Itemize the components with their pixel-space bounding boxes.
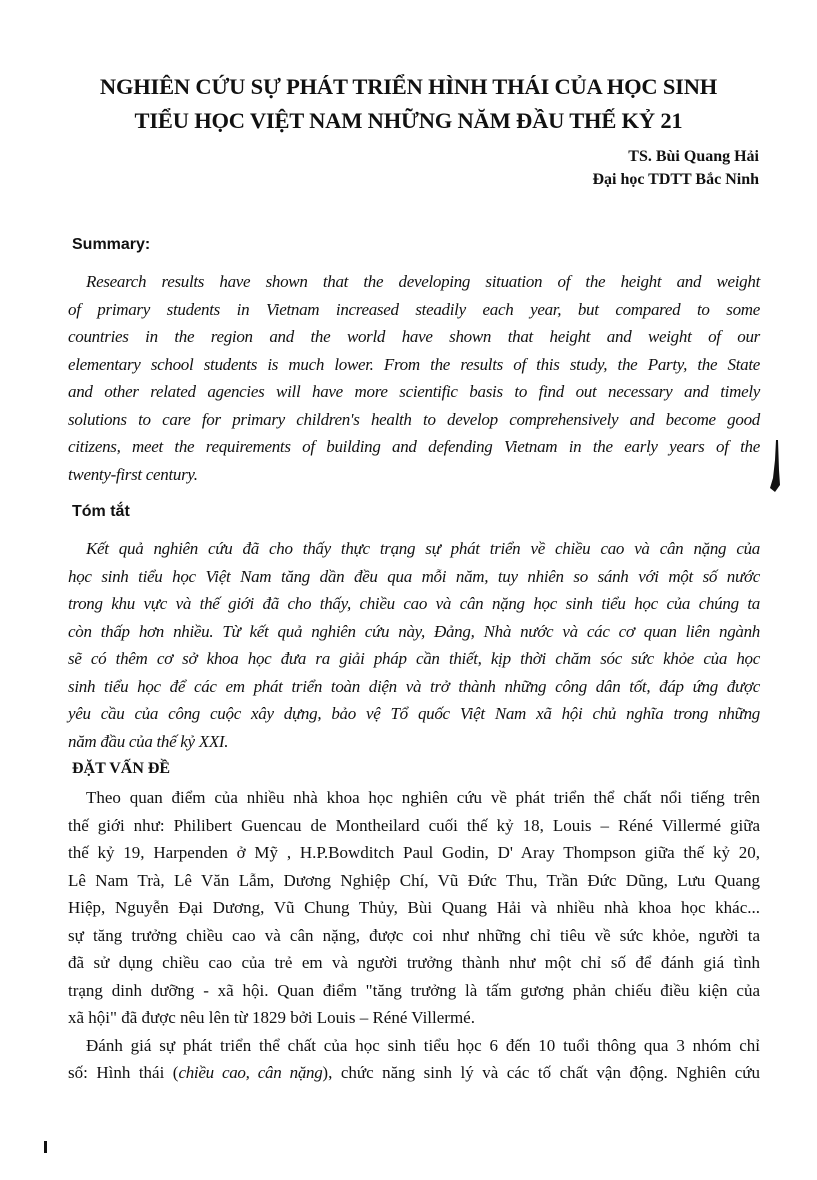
body-line: thế kỷ 19, Harpenden ở Mỹ , H.P.Bowditch Paul Godin, D' Aray Thompson giữa thế kỷ 20,	[68, 843, 760, 862]
tom-tat-line: trong khu vực và thế giới đã cho thấy, chiều cao và cân nặng học sinh tiểu học của chúng ta	[68, 594, 760, 613]
tom-tat-line: sinh tiểu học để các em phát triển toàn diện và trở thành những công dân tốt, đáp ứng được	[68, 676, 760, 696]
summary-line: countries in the region and the world have shown that height and weight of our	[68, 327, 760, 346]
summary-line: Research results have shown that the developing situation of the height and weight	[86, 272, 760, 291]
summary-line: citizens, meet the requirements of building and defending Vietnam in the early years of the	[68, 437, 760, 456]
author-affiliation: Đại học TDTT Bắc Ninh	[592, 171, 759, 188]
body-line: Theo quan điểm của nhiều nhà khoa học nghiên cứu về phát triển thể chất nổi tiếng trên	[86, 788, 760, 807]
paper-title-line-1: NGHIÊN CỨU SỰ PHÁT TRIỂN HÌNH THÁI CỦA HỌC SINH	[99, 74, 718, 99]
summary-line: solutions to care for primary children's health to develop comprehensively and become good	[68, 409, 760, 429]
summary-line: of primary students in Vietnam increased steadily each year, but compared to some	[68, 299, 760, 319]
body-text: số: Hình thái (	[68, 1063, 179, 1082]
body-text: ), chức năng sinh lý và các tố chất vận động. Nghiên cứu	[322, 1063, 760, 1082]
summary-line: twenty-first century.	[68, 464, 198, 484]
body-text-italic: chiều cao, cân nặng	[178, 1063, 323, 1082]
body-line: Hiệp, Nguyễn Đại Dương, Vũ Chung Thủy, Bùi Quang Hải và nhiều nhà khoa học khác...	[68, 898, 760, 917]
body-line	[68, 1059, 760, 1087]
body-line: Lê Nam Trà, Lê Văn Lẫm, Dương Nghiệp Chí, Vũ Đức Thu, Trần Đức Dũng, Lưu Quang	[68, 870, 760, 890]
tom-tat-line: yêu cầu của công cuộc xây dựng, bảo vệ Tổ quốc Việt Nam xã hội chủ nghĩa trong những	[68, 704, 760, 723]
tom-tat-line: còn thấp hơn nhiều. Từ kết quả nghiên cứu này, Đảng, Nhà nước và các cơ quan liên ngành	[68, 621, 760, 641]
summary-heading: Summary:	[72, 236, 151, 253]
tom-tat-body	[68, 535, 760, 755]
tom-tat-line: Kết quả nghiên cứu đã cho thấy thực trạng sự phát triển về chiều cao và cân nặng của	[86, 539, 760, 558]
scan-blot-mark	[768, 440, 780, 492]
body-line: xã hội" đã được nêu lên từ 1829 bởi Louis – Réné Villermé.	[68, 1008, 475, 1027]
author-name: TS. Bùi Quang Hải	[628, 148, 759, 165]
dat-van-de-heading: ĐẶT VẤN ĐỀ	[72, 760, 171, 777]
summary-line: elementary school students is much lower. From the results of this study, the Party, the State	[68, 354, 760, 374]
tom-tat-line: học sinh tiểu học Việt Nam tăng dần đều qua mỗi năm, tuy nhiên so sánh với một số nước	[68, 566, 760, 586]
body-line: đã sử dụng chiều cao của trẻ em và người trưởng thành như một chỉ số để đánh giá tình	[68, 953, 760, 972]
body-line: Đánh giá sự phát triển thể chất của học sinh tiểu học 6 đến 10 tuổi thông qua 3 nhóm chỉ	[86, 1035, 760, 1055]
summary-body	[68, 268, 760, 488]
tom-tat-heading: Tóm tắt	[72, 503, 130, 520]
scan-edge-mark	[44, 1141, 47, 1153]
tom-tat-line: sẽ có thêm cơ sở khoa học đưa ra giải pháp cần thiết, kịp thời chăm sóc sức khỏe của học	[68, 649, 760, 668]
summary-line: and other related agencies will have more scientific basis to find out necessary and timely	[68, 382, 760, 401]
body-line: trạng dinh dưỡng - xã hội. Quan điểm "tăng trưởng là tấm gương phản chiếu điều kiện của	[68, 980, 760, 1000]
paper-title-line-2: TIỂU HỌC VIỆT NAM NHỮNG NĂM ĐẦU THẾ KỶ 21	[134, 108, 683, 133]
tom-tat-line: năm đầu của thế kỷ XXI.	[68, 731, 229, 751]
dat-van-de-body	[68, 784, 760, 1087]
body-line: sự tăng trưởng chiều cao và cân nặng, được coi như những chỉ tiêu về sức khỏe, người ta	[68, 925, 760, 945]
body-line: thế giới như: Philibert Guencau de Montheilard cuối thế kỷ 18, Louis – Réné Villermé giữa	[68, 815, 760, 835]
